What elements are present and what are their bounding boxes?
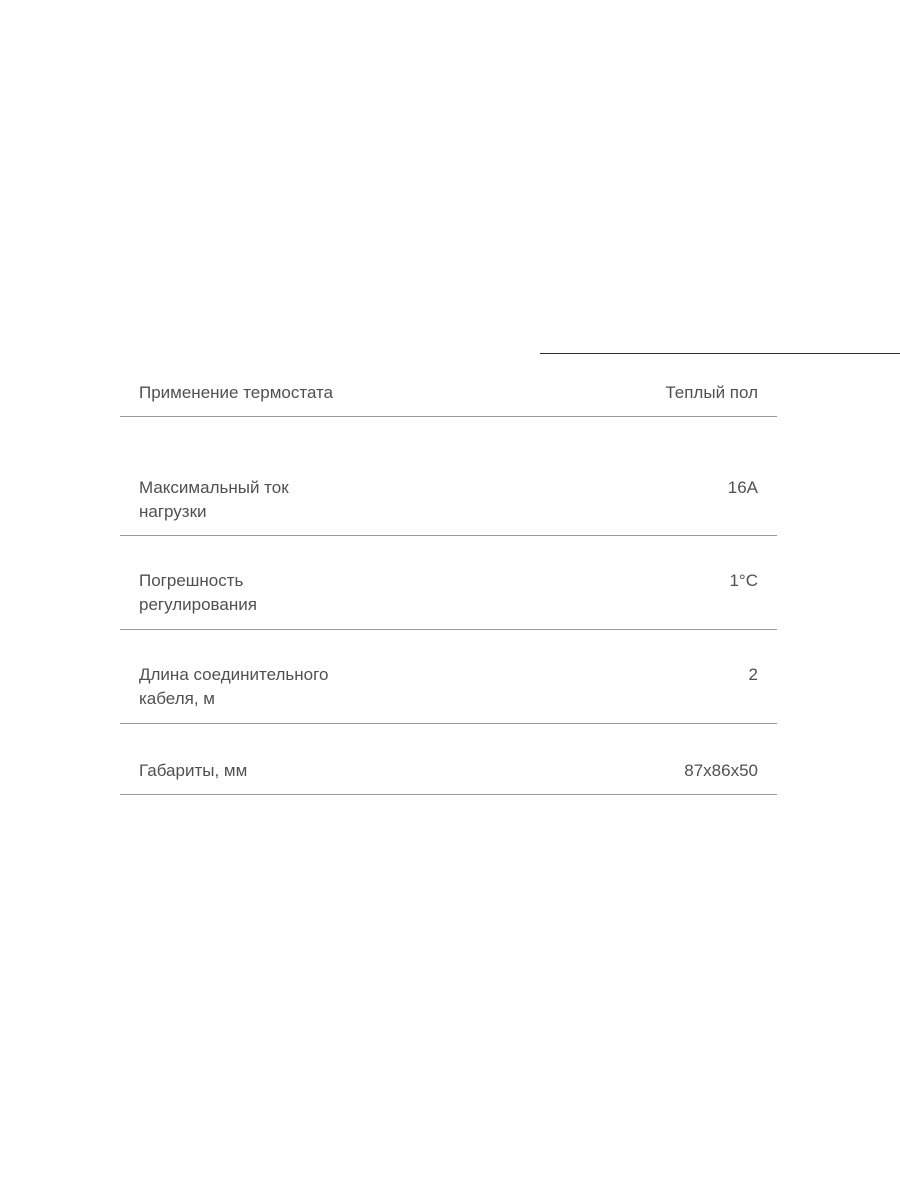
spec-label: Длина соединительного кабеля, м [139,665,329,708]
spec-label: Погрешность регулирования [139,571,257,614]
spec-row-accuracy [120,535,777,630]
spec-label: Габариты, мм [139,761,248,780]
spec-label: Применение термостата [139,383,334,402]
spec-value: 1°С [729,571,758,590]
spec-label: Максимальный ток нагрузки [139,478,289,521]
spec-row-dimensions [120,723,777,795]
spec-row-max-current [120,416,777,536]
spec-value: 2 [748,665,758,684]
spec-value: Теплый пол [665,383,758,402]
spec-row-cable-length [120,629,777,724]
top-divider-line [540,353,900,354]
spec-row-application [120,370,777,417]
spec-value: 16А [727,478,758,497]
spec-value: 87х86х50 [684,761,758,780]
